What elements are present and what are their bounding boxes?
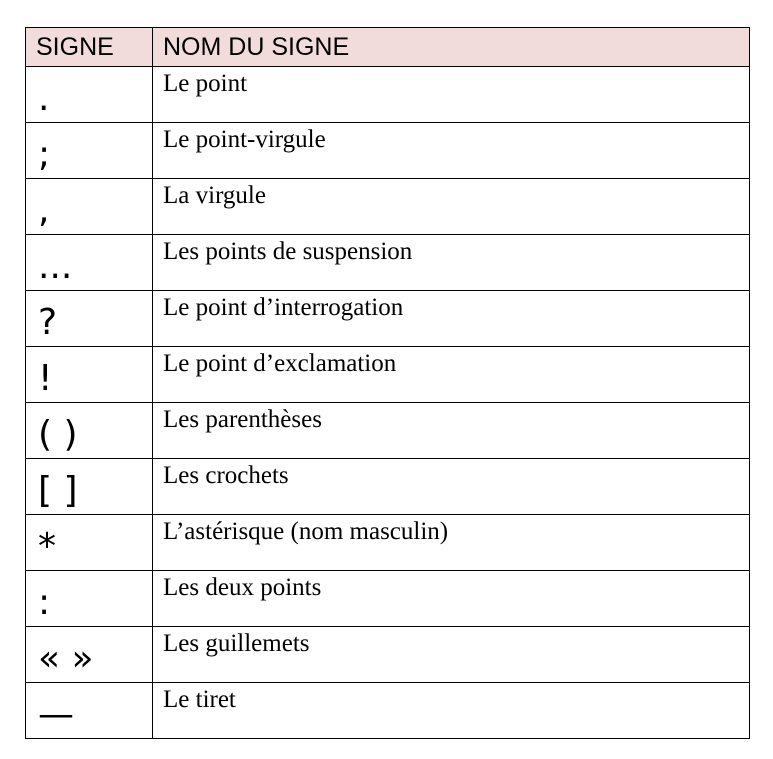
sign-symbol: : (38, 582, 51, 623)
sign-symbol: ... (38, 246, 73, 287)
header-sign: SIGNE (26, 28, 153, 67)
sign-cell (26, 347, 153, 403)
sign-symbol: — (38, 694, 74, 735)
sign-symbol: ; (38, 134, 51, 175)
table-row (26, 123, 750, 179)
table-body (26, 67, 750, 739)
sign-cell (26, 515, 153, 571)
name-cell (153, 291, 750, 347)
header-name: NOM DU SIGNE (153, 28, 750, 67)
table-row (26, 571, 750, 627)
sign-symbol: ? (38, 302, 58, 343)
name-cell (153, 627, 750, 683)
sign-symbol: « » (38, 638, 94, 679)
table-row (26, 627, 750, 683)
sign-name: Le point (163, 70, 248, 97)
name-cell (153, 515, 750, 571)
sign-cell (26, 123, 153, 179)
sign-cell (26, 235, 153, 291)
sign-symbol: [ ] (38, 470, 78, 511)
name-cell (153, 403, 750, 459)
sign-cell (26, 571, 153, 627)
sign-cell (26, 459, 153, 515)
sign-cell (26, 67, 153, 123)
sign-name: Le point-virgule (163, 126, 326, 153)
sign-name: Le point d’exclamation (163, 350, 397, 377)
table-row (26, 459, 750, 515)
sign-symbol: ! (38, 358, 53, 399)
name-cell (153, 123, 750, 179)
table-row (26, 403, 750, 459)
sign-cell (26, 403, 153, 459)
table-row (26, 67, 750, 123)
sign-name: Les points de suspension (163, 238, 413, 265)
sign-symbol: . (38, 78, 50, 119)
name-cell (153, 235, 750, 291)
table-row (26, 347, 750, 403)
sign-name: Les deux points (163, 574, 322, 601)
table-row (26, 515, 750, 571)
sign-cell (26, 627, 153, 683)
name-cell (153, 67, 750, 123)
sign-cell (26, 683, 153, 739)
sign-name: Les crochets (163, 462, 289, 489)
name-cell (153, 347, 750, 403)
name-cell (153, 179, 750, 235)
punctuation-table (25, 27, 750, 739)
sign-symbol: * (38, 526, 56, 567)
sign-symbol: , (38, 190, 50, 231)
table-header (26, 28, 750, 67)
sign-name: Les parenthèses (163, 406, 322, 433)
name-cell (153, 459, 750, 515)
sign-name: La virgule (163, 182, 266, 209)
table-row (26, 235, 750, 291)
table-row (26, 683, 750, 739)
header-row (26, 28, 750, 67)
sign-name: Le point d’interrogation (163, 294, 404, 321)
sign-cell (26, 291, 153, 347)
table-row (26, 179, 750, 235)
sign-name: L’astérisque (nom masculin) (163, 518, 449, 545)
document-page (25, 27, 749, 739)
name-cell (153, 683, 750, 739)
sign-name: Le tiret (163, 686, 236, 713)
sign-symbol: ( ) (38, 414, 78, 455)
name-cell (153, 571, 750, 627)
sign-name: Les guillemets (163, 630, 310, 657)
sign-cell (26, 179, 153, 235)
table-row (26, 291, 750, 347)
